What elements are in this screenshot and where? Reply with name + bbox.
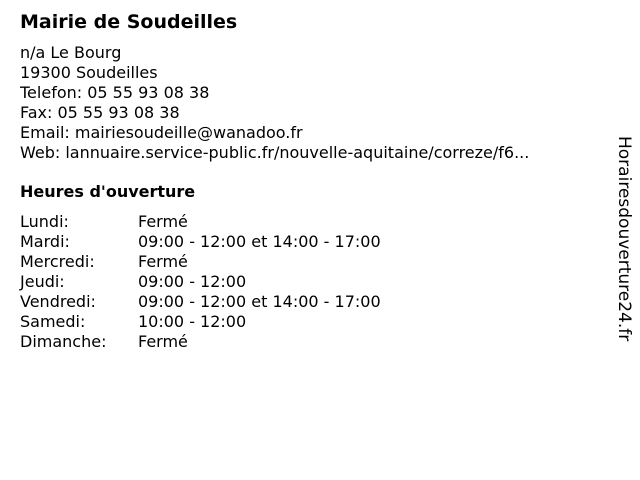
hours-day: Mardi:: [20, 232, 70, 251]
address-line-2: 19300 Soudeilles: [20, 63, 158, 82]
hours-row-samedi: [20, 312, 600, 332]
hours-day: Vendredi:: [20, 292, 96, 311]
phone-line: Telefon: 05 55 93 08 38: [20, 83, 210, 102]
hours-row-jeudi: [20, 272, 600, 292]
hours-day: Dimanche:: [20, 332, 107, 351]
hours-day: Jeudi:: [20, 272, 65, 291]
business-card: [20, 10, 600, 352]
fax-line: Fax: 05 55 93 08 38: [20, 103, 180, 122]
hours-row-lundi: [20, 212, 600, 232]
hours-time: 09:00 - 12:00: [138, 272, 247, 291]
hours-table: [20, 212, 600, 352]
address-line-1: n/a Le Bourg: [20, 43, 122, 62]
web-line: Web: lannuaire.service-public.fr/nouvelle-aquitaine/correze/f6...: [20, 143, 530, 162]
hours-time: 10:00 - 12:00: [138, 312, 247, 331]
hours-time: Fermé: [138, 332, 188, 351]
hours-time: 09:00 - 12:00 et 14:00 - 17:00: [138, 232, 381, 251]
hours-day: Mercredi:: [20, 252, 95, 271]
email-line: Email: mairiesoudeille@wanadoo.fr: [20, 123, 303, 142]
hours-row-mardi: [20, 232, 600, 252]
hours-time: 09:00 - 12:00 et 14:00 - 17:00: [138, 292, 381, 311]
hours-day: Samedi:: [20, 312, 86, 331]
page-title: Mairie de Soudeilles: [20, 11, 238, 33]
hours-row-vendredi: [20, 292, 600, 312]
hours-day: Lundi:: [20, 212, 69, 231]
hours-heading: Heures d'ouverture: [20, 182, 196, 201]
hours-time: Fermé: [138, 252, 188, 271]
brand-watermark: Horairesdouverture24.fr: [614, 136, 634, 342]
hours-row-mercredi: [20, 252, 600, 272]
hours-time: Fermé: [138, 212, 188, 231]
hours-row-dimanche: [20, 332, 600, 352]
contact-block: [20, 43, 600, 163]
